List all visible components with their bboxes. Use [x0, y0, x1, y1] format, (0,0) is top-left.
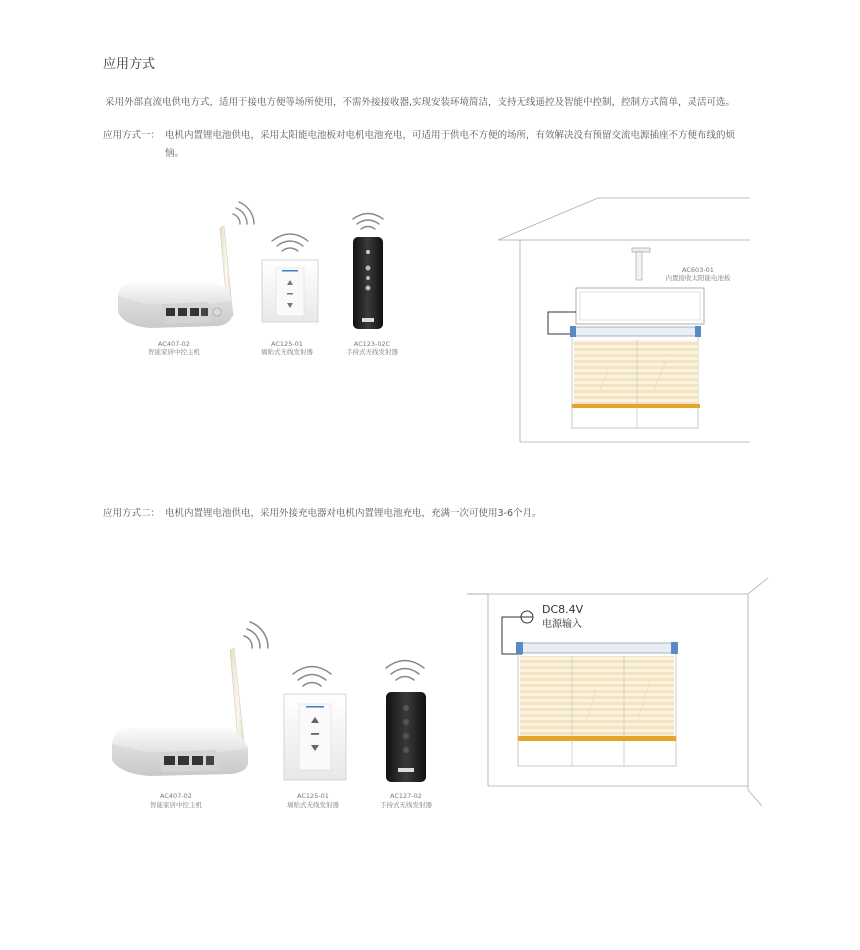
mode1-curtain [570, 326, 701, 428]
mode1-device3-model: AC123-02C [353, 340, 391, 348]
mode2-device1-model: AC407-02 [160, 792, 192, 800]
solar-model: AC603-01 [682, 266, 714, 274]
power-label: 电源输入 [542, 619, 582, 630]
mode2-device2-name: 墙贴式无线发射器 [287, 801, 339, 809]
mode2-curtain [516, 642, 678, 766]
mode1-device2-name: 墙贴式无线发射器 [261, 348, 313, 356]
mode2-label: 应用方式二： [103, 508, 161, 519]
mode2-device1-name: 智能家居中控主机 [150, 801, 202, 809]
mode1-device1-model: AC407-02 [158, 340, 190, 348]
mode2-text: 电机内置锂电池供电，采用外接充电器对电机内置锂电池充电，充满一次可使用3-6个月。 [165, 508, 542, 519]
mode1-remote [353, 214, 383, 330]
mode2-device3-model: AC127-02 [390, 792, 422, 800]
mode2-device3-name: 手持式无线发射器 [380, 801, 432, 809]
mode1-text: 电机内置锂电池供电，采用太阳能电池板对电机电池充电，可适用于供电不方便的场所，有效解决没有预留交流电源插座不方便布线的烦恼。 [165, 130, 736, 159]
mode1-device2-model: AC125-01 [271, 340, 303, 348]
mode1-label: 应用方式一： [103, 130, 161, 141]
mode1-solar-panel [548, 248, 731, 334]
mode2-device2-model: AC125-01 [297, 792, 329, 800]
mode2-remote [386, 661, 426, 783]
solar-name: 内置接收太阳能电池板 [665, 274, 731, 282]
mode2-wall-panel [284, 667, 346, 781]
section-title: 应用方式 [103, 57, 156, 72]
mode1-router [118, 202, 254, 328]
mode1-device3-name: 手持式无线发射器 [346, 348, 398, 356]
mode1-wall-panel [262, 234, 318, 322]
mode1-device1-name: 智能家居中控主机 [148, 348, 200, 356]
mode2-router [112, 622, 268, 776]
intro-text: 采用外部直流电供电方式，适用于接电方便等场所使用，不需外接接收器,实现安装环境简洁，支持无线遥控及智能中控制，控制方式简单，灵活可选。 [105, 97, 736, 108]
power-voltage: DC8.4V [542, 603, 584, 616]
